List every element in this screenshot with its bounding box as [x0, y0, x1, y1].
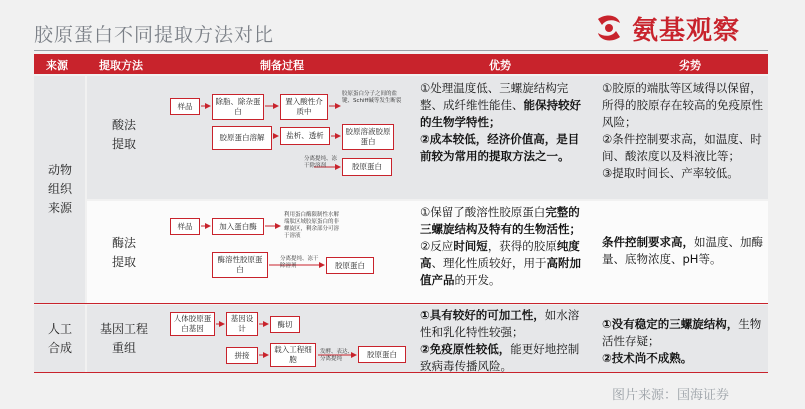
flow-box: 胶原蛋白溶解 — [212, 126, 272, 150]
text-segment: ①没有稳定的三螺旋结构， — [602, 317, 739, 331]
advantages-enzyme — [420, 204, 590, 289]
header-process: 制备过程 — [260, 59, 304, 72]
flow-note: 利用蛋白酶限制性水解端肽区域胶原蛋白的非螺旋区，剩余部分可溶于溶液 — [284, 212, 340, 239]
flow-box: 样品 — [170, 98, 200, 115]
flow-box: 置入酸性介质中 — [280, 94, 328, 120]
disadvantages-genetic — [602, 316, 764, 367]
flow-box: 基因设计 — [226, 312, 258, 336]
flow-note: 发酵、表达、分离提纯 — [320, 349, 354, 362]
text-segment: ①胶原的端肽等区域得以保留，所得的胶原存在较高的免疫原性风险； — [602, 81, 763, 129]
brand-logo-icon — [592, 13, 626, 43]
source-label-synthetic: 人工 合成 — [47, 322, 72, 355]
text-segment: 生物活性存疑； — [602, 317, 762, 348]
header-disadvantages: 劣势 — [679, 59, 701, 72]
flow-box: 胶原蛋白 — [326, 257, 374, 274]
flow-box: 样品 — [170, 218, 200, 235]
page-title: 胶原蛋白不同提取方法对比 — [34, 24, 275, 46]
method-label-enzyme: 酶法 提取 — [111, 236, 136, 269]
flow-box: 除脂、除杂蛋白 — [212, 94, 264, 120]
method-label-acid: 酸法 提取 — [111, 118, 136, 151]
flow-box: 胶原溶液胶原蛋白 — [342, 124, 394, 150]
text-segment: 如温度、加酶量、底物浓度、pH等。 — [602, 235, 763, 266]
text-segment: 能保持较好的生物学特性； — [420, 98, 581, 129]
text-segment: ②技术尚不成熟。 — [602, 351, 693, 365]
flow-box: 拼接 — [226, 347, 258, 364]
flow-box: 酶溶性胶原蛋白 — [212, 252, 268, 278]
flow-note: 分离提纯、冻干除溶剂 — [280, 256, 319, 269]
disadvantages-enzyme — [602, 234, 764, 268]
method-label-genetic: 基因工程 重组 — [99, 322, 148, 355]
title-divider — [34, 50, 768, 51]
text-segment: ②免疫原性较低， — [420, 342, 511, 356]
flow-note: 分离提纯、冻干除溶剂 — [304, 156, 338, 169]
header-source: 来源 — [46, 59, 68, 72]
flow-note: 胶原蛋白分子之间的盐键、Schiff碱等发生断裂 — [342, 91, 402, 104]
flow-box: 胶原蛋白 — [342, 158, 392, 176]
text-segment: ①保留了酸溶性胶原蛋白 — [420, 205, 546, 219]
text-segment: 条件控制要求高， — [602, 235, 694, 249]
source-note: 图片来源：国海证券 — [612, 388, 730, 403]
advantages-genetic — [420, 307, 590, 375]
brand-logo-text: 氨基观察 — [632, 15, 741, 46]
header-method: 提取方法 — [99, 59, 143, 72]
text-segment: 完整的三螺旋结构及特有的生物活性； — [420, 205, 581, 236]
text-segment: 能更好地控制致病毒传播风险。 — [420, 342, 580, 373]
text-segment: 纯度高 — [420, 239, 580, 270]
flow-box: 人体胶原蛋白基因 — [170, 312, 215, 336]
text-segment: ，获得的胶原 — [487, 239, 557, 253]
flow-box: 加入蛋白酶 — [212, 218, 264, 235]
flow-box: 酶切 — [270, 316, 300, 333]
text-segment: 的开发。 — [454, 273, 501, 287]
text-segment: 如水溶性和乳化特性较强； — [420, 308, 580, 339]
text-segment: 高附加值产品 — [420, 256, 581, 287]
brand-logo — [592, 12, 767, 44]
text-segment: ①具有较好的可加工性， — [420, 308, 545, 322]
text-segment: ③提取时间长、产率较低。 — [602, 166, 739, 180]
text-segment: ②成本较低，经济价值高，是目前较为常用的提取方法之一。 — [420, 132, 580, 163]
flow-box: 盐析、透析 — [280, 127, 330, 145]
disadvantages-acid — [602, 80, 764, 182]
header-advantages: 优势 — [489, 59, 511, 72]
text-segment: ②反应 — [420, 239, 454, 253]
flow-box: 载入工程细胞 — [270, 343, 316, 367]
flow-box: 胶原蛋白 — [358, 346, 406, 363]
text-segment: ①处理温度低、三螺旋结构完整、成纤维性能佳、 — [420, 81, 569, 112]
text-segment: 、理化性质较好，用于 — [431, 256, 547, 270]
text-segment: ②条件控制要求高，如温度、时间、酸浓度以及料液比等； — [602, 132, 762, 163]
comparison-table — [34, 54, 768, 373]
source-label-animal: 动物 组织 来源 — [47, 163, 72, 215]
text-segment: 时间短 — [453, 239, 488, 253]
advantages-acid — [420, 80, 590, 165]
